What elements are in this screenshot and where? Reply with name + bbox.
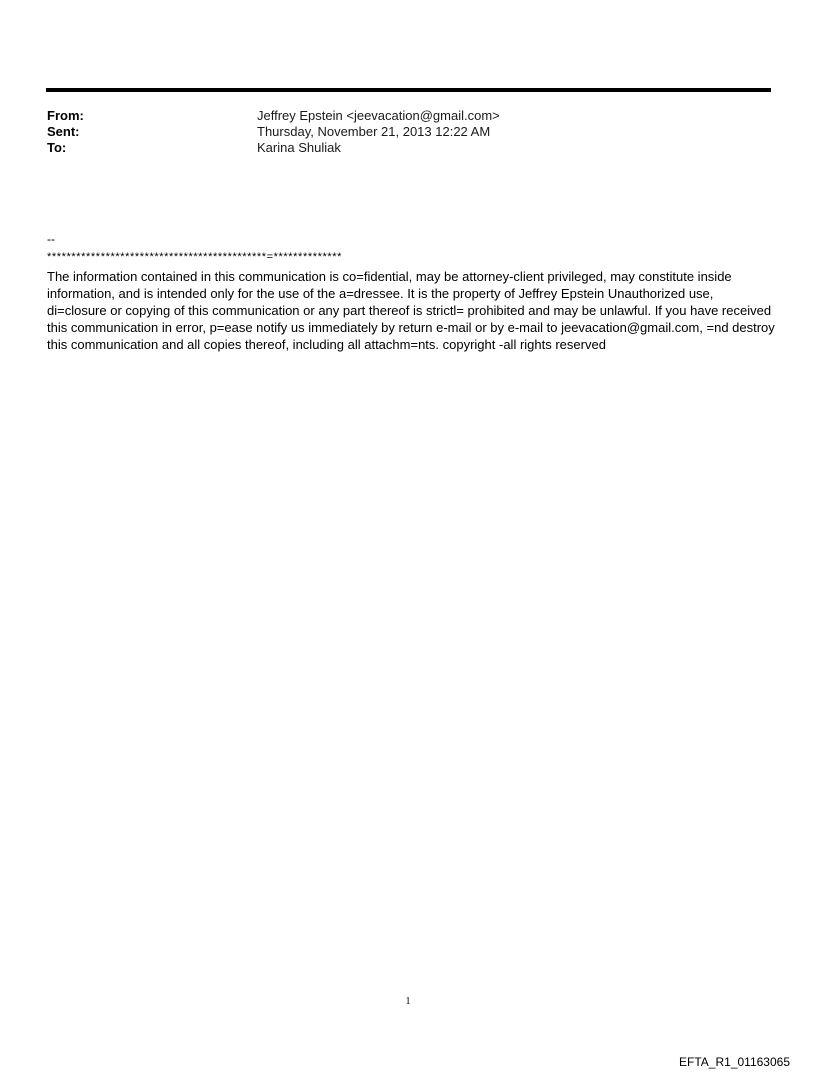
signature-separator: -- bbox=[47, 232, 55, 246]
header-divider bbox=[46, 88, 771, 92]
from-row bbox=[47, 108, 767, 124]
email-header bbox=[47, 108, 767, 156]
asterisk-divider: *********************************************=************** bbox=[47, 251, 342, 263]
confidentiality-disclaimer: The information contained in this communication is co=fidential, may be attorney-client privileged, may constitute inside information, and is intended only for the use of the a=dressee. It is the property of Jeffrey Epstein Unauthorized use, di=closure or copying of this communication or any part thereof is strictl= prohibited and may be unlawful. If you have received this communication in error, p=ease notify us immediately by return e-mail or by e-mail to jeevacation@gmail.com, =nd destroy this communication and all copies thereof, including all attachm=nts. copyright -all rights reserved bbox=[47, 269, 775, 352]
to-value: Karina Shuliak bbox=[257, 140, 341, 155]
document-id: EFTA_R1_01163065 bbox=[679, 1055, 790, 1069]
from-value: Jeffrey Epstein <jeevacation@gmail.com> bbox=[257, 108, 500, 123]
sent-value: Thursday, November 21, 2013 12:22 AM bbox=[257, 124, 491, 139]
sent-row bbox=[47, 124, 767, 140]
to-row bbox=[47, 140, 767, 156]
from-label: From: bbox=[47, 108, 84, 123]
page-number: 1 bbox=[405, 996, 411, 1007]
to-label: To: bbox=[47, 140, 67, 155]
sent-label: Sent: bbox=[47, 124, 80, 139]
